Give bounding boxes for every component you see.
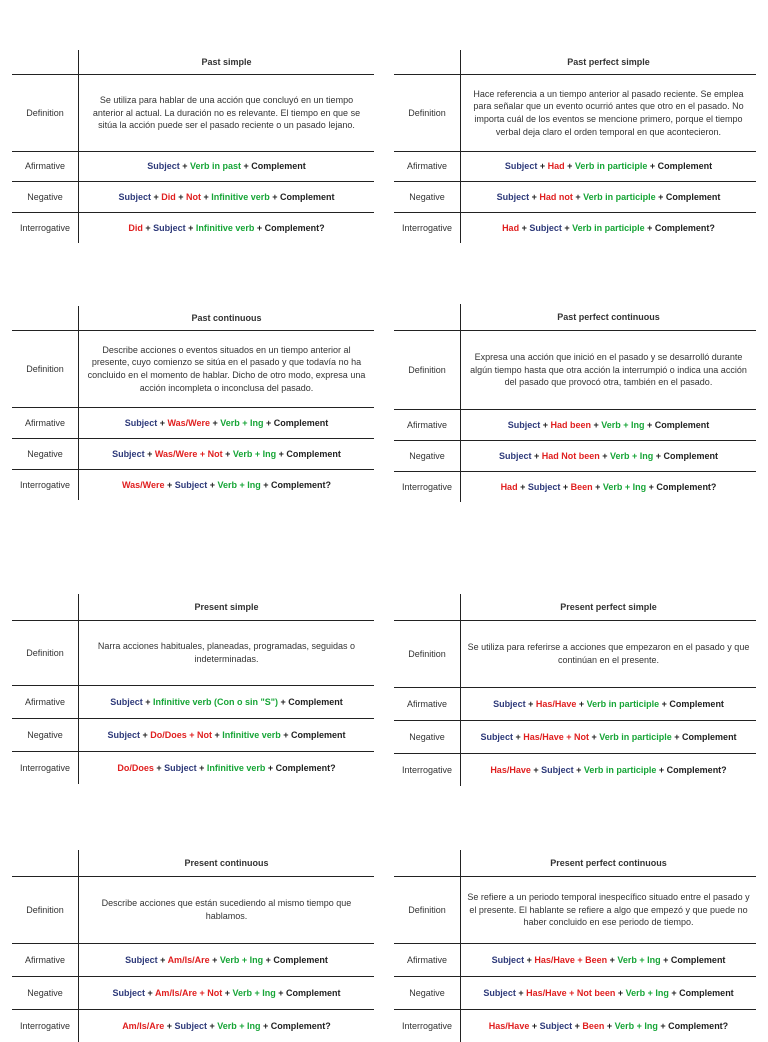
subject-token: Subject <box>174 1020 207 1031</box>
connector-token: + <box>145 987 155 998</box>
label-affirmative: Afirmative <box>394 152 461 181</box>
label-negative: Negative <box>394 182 461 212</box>
connector-token: + <box>599 450 611 461</box>
interrogative-formula <box>79 1010 374 1042</box>
definition-text: Expresa una acción que inició en el pasado y se desarrolló durante algún tiempo hasta que otra acción la interrumpió o indica una acción del pasado que provocó otra, también en el pasado. <box>470 352 747 388</box>
connector-token: + Complement? <box>265 762 336 773</box>
label-negative: Negative <box>394 441 461 471</box>
negative-formula <box>461 977 756 1009</box>
subject-token: Subject <box>112 448 145 459</box>
auxiliary-token: Had been <box>550 419 591 430</box>
header-blank <box>12 850 79 876</box>
auxiliary-token: Not <box>186 191 201 202</box>
definition-text: Narra acciones habituales, planeadas, programadas, seguidas o indeterminadas. <box>97 641 356 664</box>
verb-token: Verb + Ing <box>217 1020 261 1031</box>
connector-token: + <box>207 1020 218 1031</box>
connector-token: + <box>530 764 542 775</box>
connector-token: + Complement <box>671 731 737 742</box>
header-blank <box>12 594 79 620</box>
connector-token: + Complement <box>644 419 710 430</box>
subject-token: Subject <box>504 161 538 172</box>
header-blank <box>12 306 79 330</box>
verb-token: Infinitive verb <box>211 191 270 202</box>
verb-token: Verb + Ing <box>232 448 277 459</box>
connector-token: + <box>561 222 573 233</box>
connector-token: + Complement <box>668 987 734 998</box>
verb-token: Infinitive verb <box>206 762 266 773</box>
negative-formula <box>461 441 756 471</box>
definition-text: Hace referencia a un tiempo anterior al pasado reciente. Se emplea para señalar que un evento ocurrió antes que otro en el pasado. No importa cuál de los eventos se mencione primero, porque el tiempo verbal deja claro el orden temporal en que acontecieron. <box>473 88 744 137</box>
interrogative-formula <box>461 1010 756 1042</box>
label-definition: Definition <box>12 331 79 407</box>
connector-token: + <box>164 1020 175 1031</box>
connector-token: + <box>589 731 600 742</box>
verb-token: Verb in past <box>189 161 242 172</box>
auxiliary-token: Has/Have <box>488 1020 530 1031</box>
auxiliary-token: Had Not been <box>541 450 600 461</box>
connector-token: + <box>572 191 584 202</box>
subject-token: Subject <box>118 191 151 202</box>
subject-token: Subject <box>164 762 197 773</box>
connector-token: + <box>572 1020 583 1031</box>
header-blank <box>394 304 461 330</box>
table-present-continuous <box>12 850 374 1042</box>
connector-token: + Complement? <box>644 222 715 233</box>
connector-token: + <box>142 222 154 233</box>
affirmative-formula <box>461 410 756 440</box>
verb-token: Verb + Ing <box>602 481 647 492</box>
subject-token: Subject <box>124 417 158 428</box>
table-present-simple <box>12 594 374 784</box>
connector-token: + <box>209 954 220 965</box>
label-negative: Negative <box>394 721 461 753</box>
negative-formula <box>461 182 756 212</box>
connector-token: + <box>529 191 540 202</box>
connector-token: + <box>201 191 212 202</box>
connector-token: + Complement? <box>657 1020 729 1031</box>
connector-token: + Complement <box>660 954 726 965</box>
connector-token: + <box>540 419 551 430</box>
connector-token: + <box>144 448 155 459</box>
connector-token: + <box>529 1020 540 1031</box>
auxiliary-token: Was/Were <box>167 417 210 428</box>
negative-formula <box>79 977 374 1009</box>
table-past-perfect-continuous <box>394 304 756 502</box>
connector-token: + <box>196 762 207 773</box>
negative-formula <box>461 721 756 753</box>
connector-token: + Complement <box>269 191 335 202</box>
label-interrogative: Interrogative <box>394 754 461 786</box>
label-affirmative: Afirmative <box>12 686 79 718</box>
auxiliary-token: Had <box>500 481 518 492</box>
auxiliary-token: Was/Were <box>121 479 165 490</box>
connector-token: + Complement? <box>254 222 325 233</box>
verb-token: Verb in participle <box>586 698 660 709</box>
connector-token: + Complement <box>280 729 346 740</box>
connector-token: + <box>537 161 548 172</box>
connector-token: + <box>175 191 186 202</box>
connector-token: + <box>519 222 530 233</box>
verb-token: Verb + Ing <box>220 417 264 428</box>
connector-token: + <box>153 762 165 773</box>
auxiliary-token: Am/Is/Are + Not <box>154 987 223 998</box>
connector-token: + <box>560 481 571 492</box>
subject-token: Subject <box>541 764 574 775</box>
definition-text: Se utiliza para hablar de una acción que concluyó en un tiempo anterior al actual. La duración no es relevante. El tiempo en que se sitúa la acción puede ser el pasado reciente o un pasado lejano. <box>92 95 361 131</box>
connector-token: + Complement <box>241 161 306 172</box>
subject-token: Subject <box>507 419 541 430</box>
table-title: Present perfect simple <box>560 601 657 612</box>
connector-token: + <box>515 987 527 998</box>
subject-token: Subject <box>125 954 158 965</box>
verb-token: Verb + Ing <box>217 479 261 490</box>
label-affirmative: Afirmative <box>12 152 79 181</box>
connector-token: + Complement? <box>260 479 332 490</box>
label-negative: Negative <box>12 439 79 469</box>
label-interrogative: Interrogative <box>12 470 79 500</box>
table-title: Past perfect simple <box>567 56 650 67</box>
auxiliary-token: Been <box>570 481 593 492</box>
connector-token: + <box>210 417 221 428</box>
connector-token: + <box>157 417 168 428</box>
connector-token: + Complement <box>647 161 713 172</box>
label-affirmative: Afirmative <box>394 944 461 976</box>
verb-token: Verb + Ing <box>625 987 669 998</box>
subject-token: Subject <box>107 729 140 740</box>
subject-token: Subject <box>110 696 143 707</box>
label-negative: Negative <box>12 719 79 751</box>
label-interrogative: Interrogative <box>12 1010 79 1042</box>
label-interrogative: Interrogative <box>394 213 461 243</box>
connector-token: + Complement? <box>656 764 727 775</box>
auxiliary-token: Am/Is/Are <box>122 1020 165 1031</box>
definition-text: Se utiliza para referirse a acciones que empezaron en el pasado y que continúan en el presente. <box>467 642 750 665</box>
affirmative-formula <box>79 152 374 181</box>
connector-token: + <box>607 954 618 965</box>
subject-token: Subject <box>153 222 186 233</box>
label-interrogative: Interrogative <box>394 1010 461 1042</box>
label-affirmative: Afirmative <box>394 688 461 720</box>
connector-token: + <box>564 161 575 172</box>
connector-token: + <box>512 731 524 742</box>
connector-token: + <box>604 1020 615 1031</box>
subject-token: Subject <box>147 161 180 172</box>
negative-formula <box>79 182 374 212</box>
subject-token: Subject <box>112 987 145 998</box>
affirmative-formula <box>79 686 374 718</box>
verb-token: Verb + Ing <box>610 450 654 461</box>
verb-token: Infinitive verb <box>222 729 281 740</box>
auxiliary-token: Been <box>582 1020 605 1031</box>
table-title: Present continuous <box>184 857 269 868</box>
header-blank <box>394 850 461 876</box>
connector-token: + <box>150 191 162 202</box>
label-definition: Definition <box>394 331 461 409</box>
auxiliary-token: Did <box>161 191 176 202</box>
connector-token: + <box>591 419 602 430</box>
connector-token: + <box>573 764 584 775</box>
connector-token: + Complement <box>263 954 328 965</box>
interrogative-formula <box>461 754 756 786</box>
verb-token: Verb in participle <box>572 222 645 233</box>
table-title: Past continuous <box>191 312 262 323</box>
label-definition: Definition <box>394 621 461 687</box>
auxiliary-token: Has/Have <box>490 764 531 775</box>
definition-text: Describe acciones que están sucediendo al mismo tiempo que hablamos. <box>101 898 352 921</box>
interrogative-formula <box>79 470 374 500</box>
auxiliary-token: Had <box>502 222 520 233</box>
connector-token: + Complement <box>653 450 719 461</box>
connector-token: + <box>157 954 168 965</box>
verb-token: Infinitive verb <box>195 222 255 233</box>
verb-token: Verb + Ing <box>617 954 661 965</box>
verb-token: Verb + Ing <box>601 419 645 430</box>
connector-token: + <box>185 222 196 233</box>
connector-token: + <box>139 729 151 740</box>
connector-token: + Complement <box>278 696 343 707</box>
label-negative: Negative <box>394 977 461 1009</box>
verb-token: Verb in participle <box>583 764 657 775</box>
auxiliary-token: Has/Have <box>535 698 577 709</box>
definition-text: Se refiere a un periodo temporal inespecífico situado entre el pasado y el presente. El hablante se refiere a algo que empezó y que puede no haber concluido en ese periodo de tiempo. <box>467 892 750 928</box>
auxiliary-token: Was/Were + Not <box>154 448 223 459</box>
connector-token: + Complement? <box>260 1020 331 1031</box>
definition-text: Describe acciones o eventos situados en un tiempo anterior al presente, cuyo comienzo se sitúa en el pasado y que todavía no ha concluido en el momento de hablar. Dicho de otro modo, expresa una acción incompleta o inconclusa del pasado. <box>87 344 366 393</box>
subject-token: Subject <box>498 450 532 461</box>
connector-token: + Complement? <box>646 481 717 492</box>
verb-token: Verb + Ing <box>614 1020 658 1031</box>
connector-token: + Complement <box>655 191 721 202</box>
connector-token: + Complement <box>263 417 329 428</box>
auxiliary-token: Did <box>128 222 143 233</box>
interrogative-formula <box>461 472 756 502</box>
connector-token: + <box>164 479 175 490</box>
label-definition: Definition <box>12 75 79 151</box>
label-definition: Definition <box>394 877 461 943</box>
label-affirmative: Afirmative <box>12 408 79 438</box>
table-past-simple <box>12 50 374 243</box>
affirmative-formula <box>79 944 374 976</box>
connector-token: + <box>531 450 542 461</box>
auxiliary-token: Do/Does + Not <box>150 729 212 740</box>
connector-token: + <box>524 954 535 965</box>
auxiliary-token: Has/Have + Been <box>534 954 608 965</box>
auxiliary-token: Has/Have + Not been <box>526 987 616 998</box>
label-affirmative: Afirmative <box>394 410 461 440</box>
subject-token: Subject <box>529 222 562 233</box>
label-interrogative: Interrogative <box>12 752 79 784</box>
affirmative-formula <box>79 408 374 438</box>
verb-token: Verb in participle <box>583 191 656 202</box>
auxiliary-token: Had <box>547 161 565 172</box>
label-interrogative: Interrogative <box>12 213 79 243</box>
negative-formula <box>79 439 374 469</box>
table-present-perfect-simple <box>394 594 756 786</box>
connector-token: + Complement <box>275 987 341 998</box>
connector-token: + Complement <box>659 698 724 709</box>
subject-token: Subject <box>174 479 208 490</box>
connector-token: + <box>592 481 603 492</box>
subject-token: Subject <box>493 698 526 709</box>
table-present-perfect-continuous <box>394 850 756 1042</box>
verb-token: Verb in participle <box>599 731 672 742</box>
subject-token: Subject <box>496 191 530 202</box>
label-interrogative: Interrogative <box>394 472 461 502</box>
label-definition: Definition <box>12 621 79 685</box>
connector-token: + <box>615 987 626 998</box>
header-blank <box>12 50 79 74</box>
verb-token: Infinitive verb (Con o sin "S") <box>152 696 279 707</box>
verb-token: Verb + Ing <box>232 987 276 998</box>
connector-token: + <box>212 729 223 740</box>
connector-token: + Complement <box>276 448 341 459</box>
connector-token: + <box>525 698 536 709</box>
auxiliary-token: Has/Have + Not <box>523 731 589 742</box>
interrogative-formula <box>79 213 374 243</box>
interrogative-formula <box>461 213 756 243</box>
verb-token: Verb + Ing <box>219 954 264 965</box>
table-past-perfect-simple <box>394 50 756 243</box>
header-blank <box>394 50 461 74</box>
table-title: Past perfect continuous <box>557 311 660 322</box>
table-past-continuous <box>12 306 374 500</box>
subject-token: Subject <box>480 731 513 742</box>
affirmative-formula <box>461 944 756 976</box>
connector-token: + <box>576 698 587 709</box>
auxiliary-token: Had not <box>539 191 573 202</box>
connector-token: + <box>222 987 233 998</box>
connector-token: + <box>517 481 528 492</box>
label-affirmative: Afirmative <box>12 944 79 976</box>
affirmative-formula <box>461 152 756 181</box>
label-negative: Negative <box>12 977 79 1009</box>
connector-token: + <box>179 161 190 172</box>
table-title: Past simple <box>201 56 252 67</box>
connector-token: + <box>142 696 153 707</box>
header-blank <box>394 594 461 620</box>
table-title: Present perfect continuous <box>550 857 667 868</box>
subject-token: Subject <box>527 481 561 492</box>
subject-token: Subject <box>539 1020 573 1031</box>
interrogative-formula <box>79 752 374 784</box>
affirmative-formula <box>461 688 756 720</box>
label-definition: Definition <box>12 877 79 943</box>
subject-token: Subject <box>483 987 516 998</box>
negative-formula <box>79 719 374 751</box>
label-negative: Negative <box>12 182 79 212</box>
connector-token: + <box>207 479 218 490</box>
auxiliary-token: Do/Does <box>117 762 154 773</box>
table-title: Present simple <box>194 601 259 612</box>
verb-token: Verb in participle <box>574 161 648 172</box>
auxiliary-token: Am/Is/Are <box>167 954 210 965</box>
label-definition: Definition <box>394 75 461 151</box>
connector-token: + <box>222 448 233 459</box>
subject-token: Subject <box>491 954 525 965</box>
